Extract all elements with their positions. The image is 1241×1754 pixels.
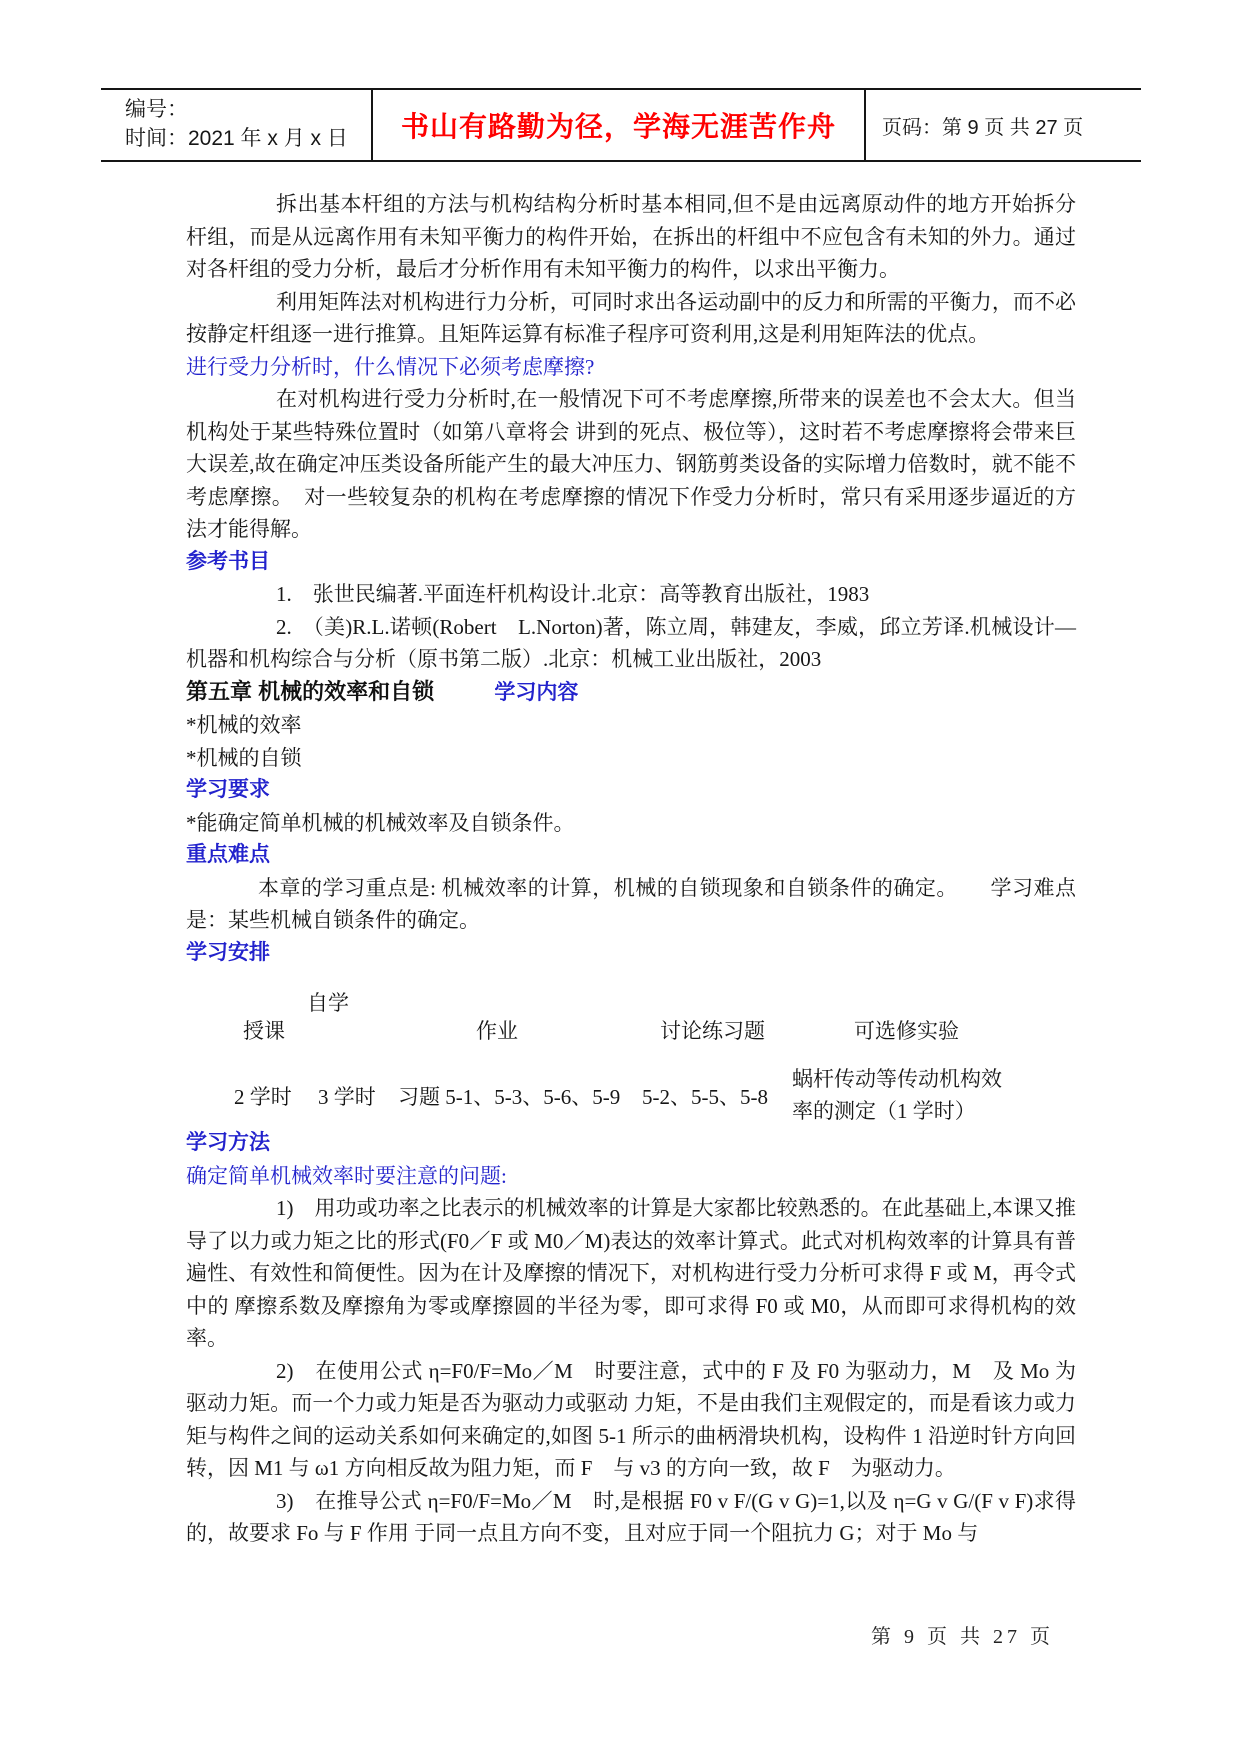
paragraph-dismantle-groups: 拆出基本杆组的方法与机构结构分析时基本相同,但不是由远离原动件的地方开始拆分杆组，而是从远离作用有未知平衡力的构件开始，在拆出的杆组中不应包含有未知的外力。通过对各杆组的受力分析，最后才分析作用有未知平衡力的构件，以求出平衡力。	[186, 192, 1076, 281]
method-point-1: 1) 用功或功率之比表示的机械效率的计算是大家都比较熟悉的。在此基础上,本课又推导了以力或力矩之比的形式(F0／F 或 M0／M)表达的效率计算式。此式对机构效率的计算具有普遍性、有效性和简便性。因为在计及摩擦的情况下，对机构进行受力分析可求得 F 或 M，再令式中的 摩擦系数及摩擦角为零或摩擦圆的半径为零，即可求得 F0 或 M0，从而即可求得机构的效率。	[186, 1196, 1076, 1350]
header-page-cell	[866, 90, 1141, 160]
schedule-cell-teaching-hours: 2 学时	[234, 1085, 292, 1109]
paragraph-friction-discussion: 在对机构进行受力分析时,在一般情况下可不考虑摩擦,所带来的误差也不会太大。但当机构处于某些特殊位置时（如第八章将会 讲到的死点、极位等），这时若不考虑摩擦将会带来巨大误差,故在确定冲压类设备所能产生的最大冲压力、钢筋剪类设备的实际增力倍数时，就不能不考虑摩擦。 对一些较复杂的机构在考虑摩擦的情况下作受力分析时，常只有采用逐步逼近的方法才能得解。	[186, 387, 1076, 541]
reference-item-1: 1. 张世民编著.平面连杆机构设计.北京：高等教育出版社，1983	[276, 582, 870, 606]
schedule-col-experiment: 可选修实验	[854, 1019, 959, 1043]
heading-learning-requirements: 学习要求	[186, 778, 270, 801]
schedule-col-self-study: 自学	[307, 991, 349, 1015]
header-number: 编号：	[125, 98, 188, 121]
requirement-item: *能确定简单机械的机械效率及自锁条件。	[186, 810, 575, 835]
doc-header-table	[101, 88, 1141, 162]
header-date: 时间：2021 年 x 月 x 日	[125, 127, 348, 150]
chapter-heading-line	[186, 676, 1076, 710]
schedule-cell-homework: 习题 5-1、5-3、5-6、5-9	[398, 1085, 621, 1109]
header-slogan-text: 书山有路勤为径，学海无涯苦作舟	[400, 111, 836, 142]
schedule-cell-discussion: 5-2、5-5、5-8	[642, 1085, 768, 1109]
list-item-self-locking: *机械的自锁	[186, 745, 302, 770]
method-point-3: 3) 在推导公式 η=F0/F=Mo／M 时,是根据 F0 v F/(G v G)=1,以及 η=G v G/(F v F)求得的，故要求 Fo 与 F 作用 于同一点且方向不变，且对应于同一个阻抗力 G；对于 Mo 与	[186, 1488, 1076, 1545]
header-page-info: 页码：第 9 页 共 27 页	[882, 116, 1084, 139]
schedule-col-discussion: 讨论练习题	[660, 1019, 765, 1043]
method-point-2: 2) 在使用公式 η=F0/F=Mo／M 时要注意，式中的 F 及 F0 为驱动力，M 及 Mo 为驱动力矩。而一个力或力矩是否为驱动力或驱动 力矩，不是由我们主观假定的，而是看该力或力矩与构件之间的运动关系如何来确定的,如图 5-1 所示的曲柄滑块机构，设构件 1 沿逆时针方向回转，因 M1 与 ω1 方向相反故为阻力矩，而 F 与 v3 的方向一致，故 F 为驱动力。	[186, 1358, 1076, 1480]
heading-friction-question: 进行受力分析时，什么情况下必须考虑摩擦?	[186, 354, 595, 379]
schedule-table	[186, 969, 1076, 1127]
heading-learning-content: 学习内容	[494, 680, 579, 704]
footer-page-info: 第 9 页 共 27 页	[871, 1626, 1054, 1648]
chapter-title: 第五章 机械的效率和自锁	[186, 678, 435, 704]
heading-key-points: 重点难点	[186, 843, 270, 866]
reference-item-2: 2. （美)R.L.诺顿(Robert L.Norton)著，陈立周，韩建友，李威，邱立芳译.机械设计—机器和机构综合与分析（原书第二版）.北京：机械工业出版社，2003	[186, 614, 1076, 671]
schedule-col-teaching: 授课	[243, 1019, 285, 1043]
schedule-cell-self-study-hours: 3 学时	[318, 1085, 376, 1109]
heading-learning-method: 学习方法	[186, 1131, 270, 1154]
header-slogan-cell	[371, 90, 866, 160]
method-intro: 确定简单机械效率时要注意的问题:	[186, 1163, 507, 1188]
paragraph-key-points: 本章的学习重点是: 机械效率的计算，机械的自锁现象和自锁条件的确定。 学习难点是：某些机械自锁条件的确定。	[186, 875, 1076, 932]
list-item-efficiency: *机械的效率	[186, 713, 302, 737]
page-footer	[186, 1620, 1076, 1649]
schedule-cell-experiment: 蜗杆传动等传动机构效率的测定（1 学时）	[792, 1067, 1002, 1123]
schedule-col-homework: 作业	[476, 1019, 518, 1043]
header-meta-cell	[101, 90, 371, 160]
paragraph-matrix-method: 利用矩阵法对机构进行力分析，可同时求出各运动副中的反力和所需的平衡力，而不必按静定杆组逐一进行推算。且矩阵运算有标准子程序可资利用,这是利用矩阵法的优点。	[186, 289, 1076, 346]
heading-learning-schedule: 学习安排	[186, 940, 270, 964]
document-body	[186, 188, 1076, 1550]
heading-references: 参考书目	[186, 549, 270, 573]
